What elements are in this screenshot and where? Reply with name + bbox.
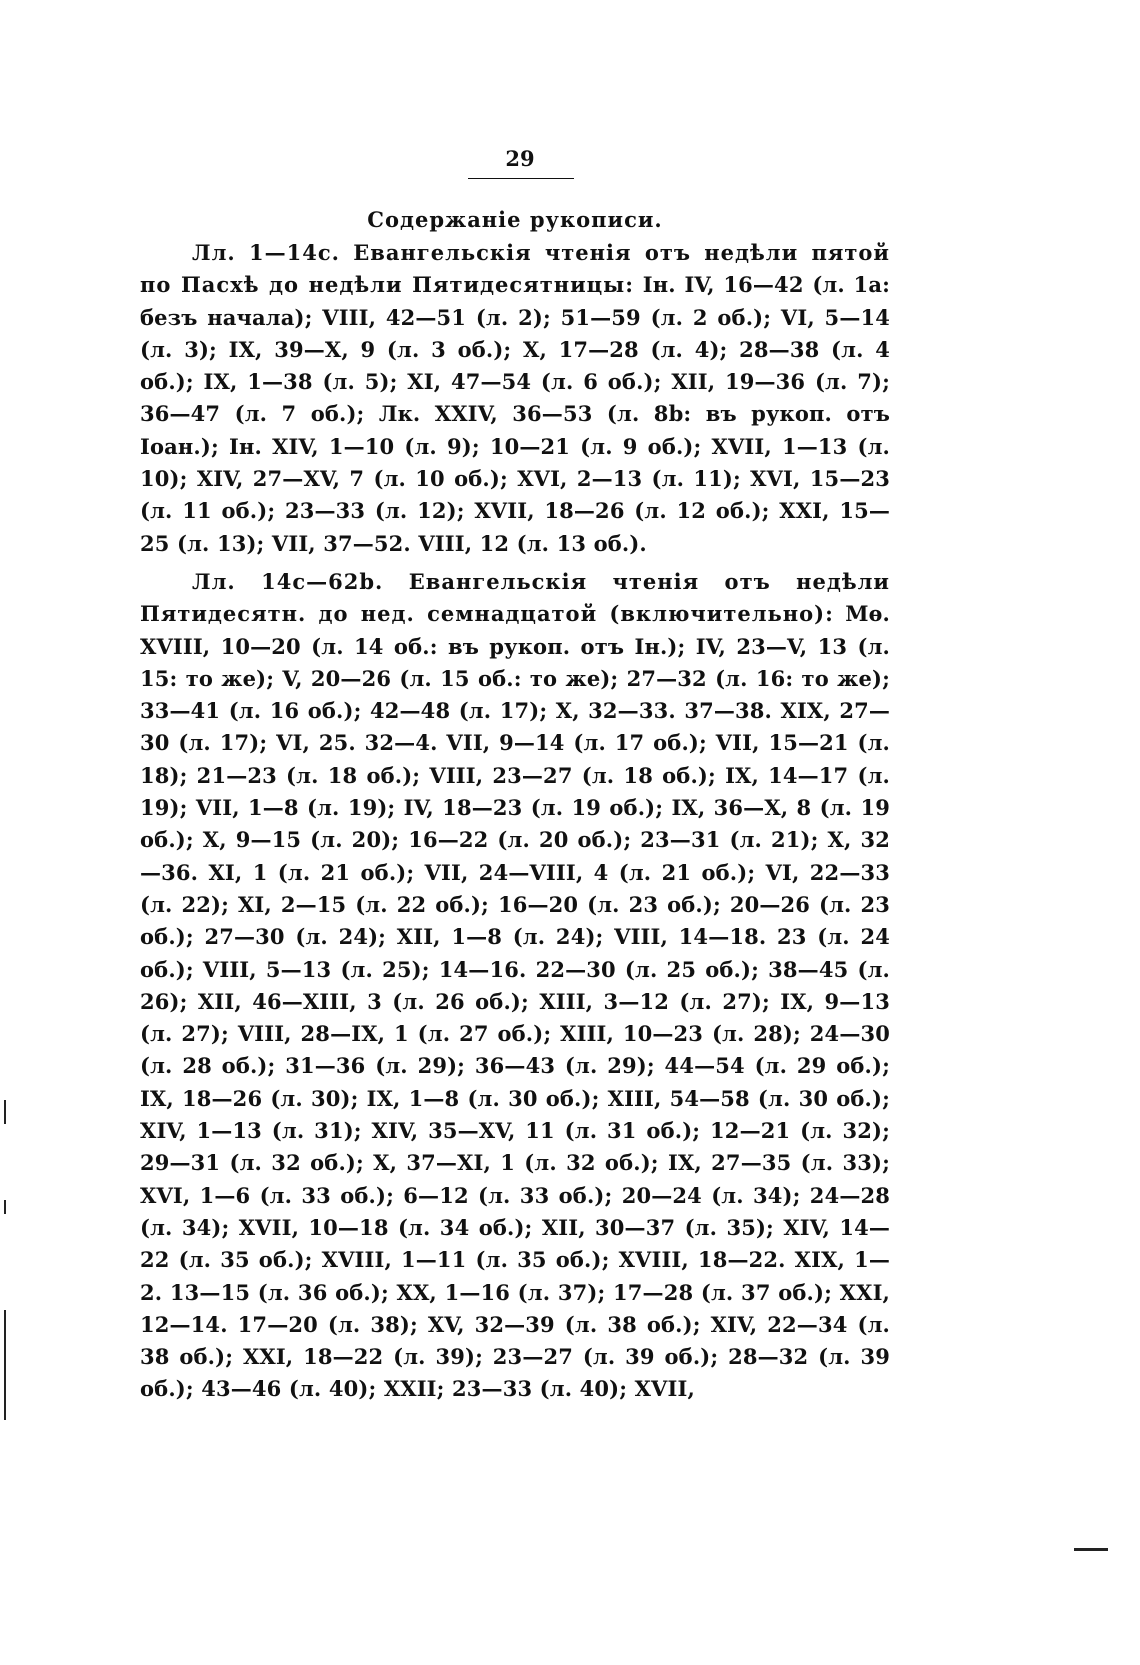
paragraph-2 bbox=[140, 566, 890, 1406]
paragraph-1-lead: Лл. 1—14с. Евангельскія чтенія отъ недѣли пятой по Пасхѣ до недѣли Пятидесятницы: bbox=[140, 240, 890, 298]
page-number: 29 bbox=[505, 146, 535, 171]
paragraph-1-body-1: IV, 16—42 (л. 1а: безъ начала); VIII, 42—51 (л. 2); 51—59 (л. 2 об.); VI, 5—14 (л. 3); IX, 39—X, 9 (л. 3 об.); X, 17—28 (л. 4); 28—38 (л. 4 об.); IX, 1—38 (л. 5); XI, 47—54 (л. 6 об.); XII, 19—36 (л. 7); 36—47 (л. 7 об.); bbox=[140, 272, 890, 427]
book-abbrev-matthew: Мѳ. bbox=[845, 601, 890, 627]
section-heading: Содержаніе рукописи. bbox=[367, 207, 663, 232]
book-abbrev-luke: Лк. bbox=[378, 401, 421, 427]
paragraph-1-body-3: XIV, 1—10 (л. 9); 10—21 (л. 9 об.); XVII, 1—13 (л. 10); XIV, 27—XV, 7 (л. 10 об.); XVI, 2—13 (л. 11); XVI, 15—23 (л. 11 об.); 23—33 (л. 12); XVII, 18—26 (л. 12 об.); XXI, 15—25 (л. 13); VII, 37—52. VIII, 12 (л. 13 об.). bbox=[140, 433, 890, 556]
scan-mark-right-dash bbox=[1074, 1548, 1108, 1551]
page-number-rule bbox=[468, 178, 574, 179]
paragraph-2-lead: Лл. 14с—62b. Евангельскія чтенія отъ недѣли Пятидесятн. до нед. семнадцатой (включительно): bbox=[140, 569, 890, 627]
paragraph-1-body-2: XXIV, 36—53 (л. 8b: въ рукоп. отъ Іоан.); bbox=[140, 401, 890, 459]
scan-mark-left-3 bbox=[4, 1310, 6, 1420]
book-abbrev-john-2: Ін. bbox=[228, 433, 262, 459]
scan-mark-left-1 bbox=[4, 1100, 6, 1124]
scan-mark-left-2 bbox=[4, 1200, 6, 1214]
book-abbrev-john: Ін. bbox=[642, 272, 676, 298]
paragraph-2-body: XVIII, 10—20 (л. 14 об.: въ рукоп. отъ Ін.); IV, 23—V, 13 (л. 15: то же); V, 20—26 (л. 15 об.: то же); 27—32 (л. 16: то же); 33—41 (л. 16 об.); 42—48 (л. 17); X, 32—33. 37—38. XIX, 27—30 (л. 17); VI, 25. 32—4. VII, 9—14 (л. 17 об.); VII, 15—21 (л. 18); 21—23 (л. 18 об.); VIII, 23—27 (л. 18 об.); IX, 14—17 (л. 19); VII, 1—8 (л. 19); IV, 18—23 (л. 19 об.); IX, 36—X, 8 (л. 19 об.); X, 9—15 (л. 20); 16—22 (л. 20 об.); 23—31 (л. 21); X, 32—36. XI, 1 (л. 21 об.); VII, 24—VIII, 4 (л. 21 об.); VI, 22—33 (л. 22); XI, 2—15 (л. 22 об.); 16—20 (л. 23 об.); 20—26 (л. 23 об.); 27—30 (л. 24); XII, 1—8 (л. 24); VIII, 14—18. 23 (л. 24 об.); VIII, 5—13 (л. 25); 14—16. 22—30 (л. 25 об.); 38—45 (л. 26); XII, 46—XIII, 3 (л. 26 об.); XIII, 3—12 (л. 27); IX, 9—13 (л. 27); VIII, 28—IX, 1 (л. 27 об.); XIII, 10—23 (л. 28); 24—30 (л. 28 об.); 31—36 (л. 29); 36—43 (л. 29); 44—54 (л. 29 об.); IX, 18—26 (л. 30); IX, 1—8 (л. 30 об.); XIII, 54—58 (л. 30 об.); XIV, 1—13 (л. 31); XIV, 35—XV, 11 (л. 31 об.); 12—21 (л. 32); 29—31 (л. 32 об.); X, 37—XI, 1 (л. 32 об.); IX, 27—35 (л. 33); XVI, 1—6 (л. 33 об.); 6—12 (л. 33 об.); 20—24 (л. 34); 24—28 (л. 34); XVII, 10—18 (л. 34 об.); XII, 30—37 (л. 35); XIV, 14—22 (л. 35 об.); XVIII, 1—11 (л. 35 об.); XVIII, 18—22. XIX, 1—2. 13—15 (л. 36 об.); XX, 1—16 (л. 37); 17—28 (л. 37 об.); XXI, 12—14. 17—20 (л. 38); XV, 32—39 (л. 38 об.); XIV, 22—34 (л. 38 об.); XXI, 18—22 (л. 39); 23—27 (л. 39 об.); 28—32 (л. 39 об.); 43—46 (л. 40); XXII; 23—33 (л. 40); XVII, bbox=[140, 633, 890, 1402]
paragraph-1 bbox=[140, 237, 890, 560]
